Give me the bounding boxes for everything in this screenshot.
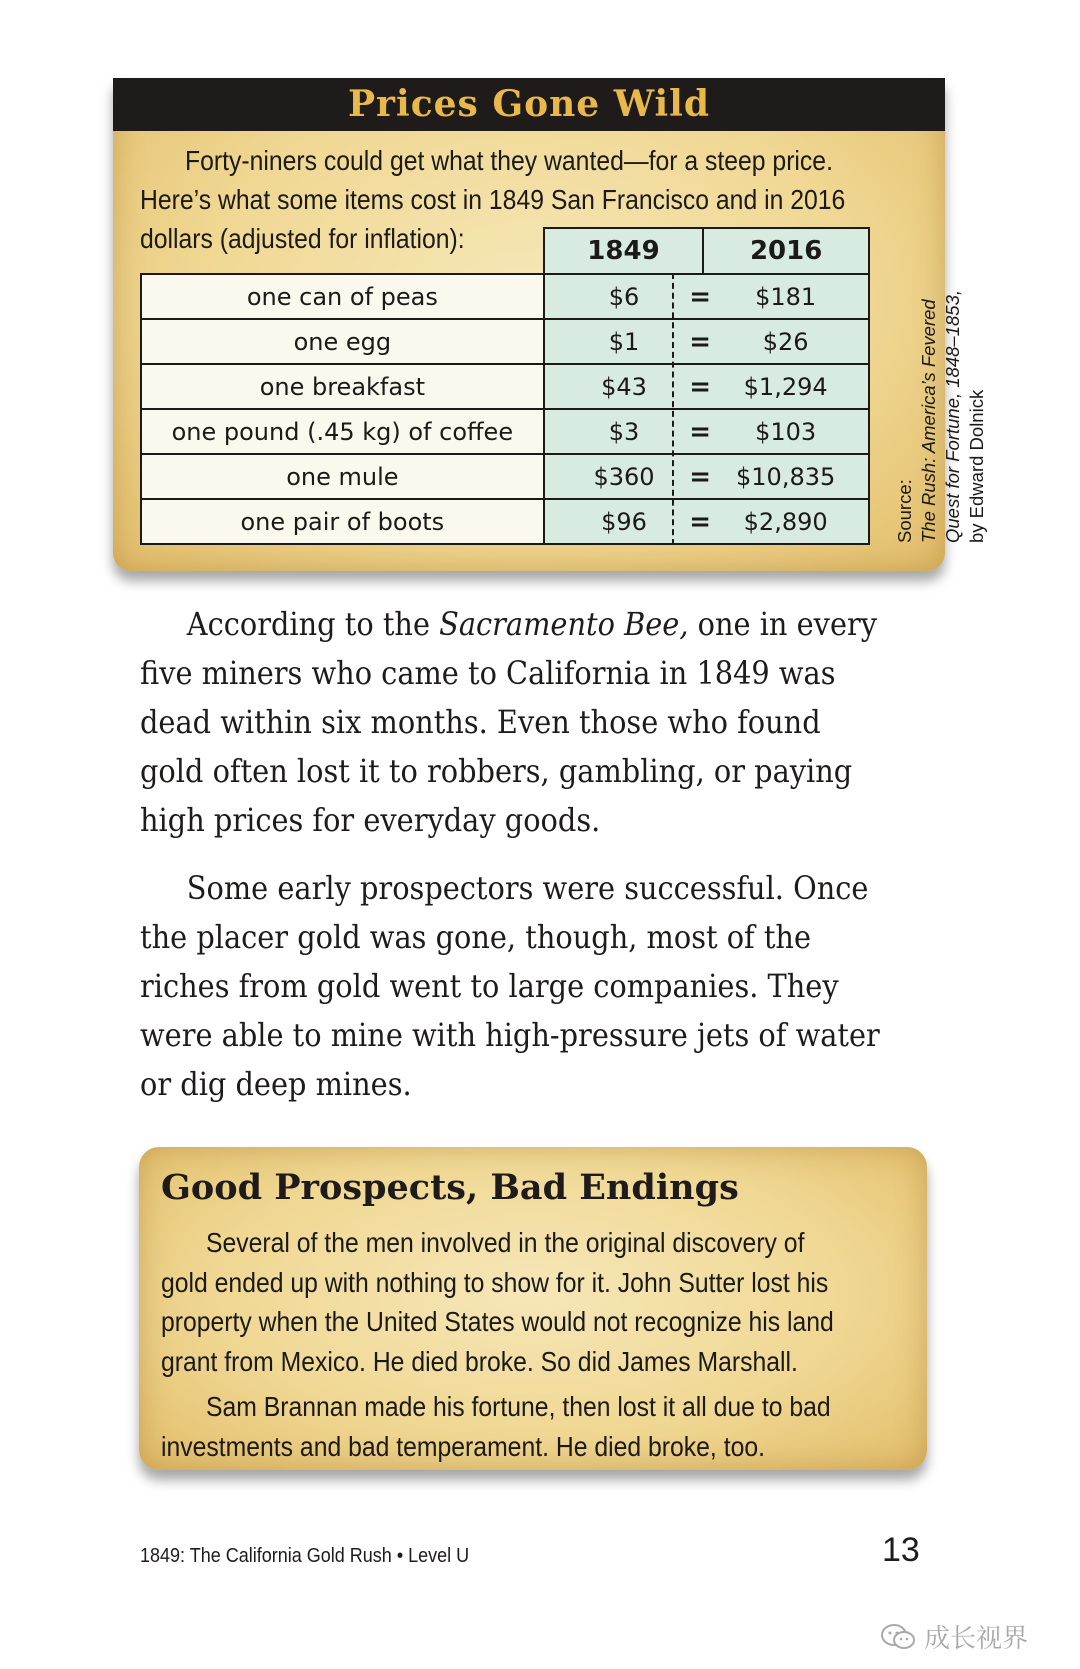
price-2016-value: $10,835 [736, 462, 836, 491]
header-blank-cell [141, 228, 544, 274]
body-text [140, 600, 920, 1128]
price-2016-cell [689, 319, 869, 364]
header-1849: 1849 [544, 228, 704, 274]
source-citation [893, 143, 987, 543]
text-run: According to the [186, 605, 440, 643]
body-line: Some early prospectors were successful. Once [186, 869, 869, 907]
item-cell: one breakfast [141, 364, 544, 409]
table-row [141, 409, 869, 454]
prices-title: Prices Gone Wild [113, 78, 945, 131]
source-prefix: Source: [894, 479, 915, 543]
text-run: one in every [688, 605, 878, 643]
prospects-line: investments and bad temperament. He died broke, too. [161, 1430, 765, 1462]
body-line: gold often lost it to robbers, gambling, or paying [140, 752, 853, 790]
footer-book-title: 1849: The California Gold Rush • Level U [140, 1545, 470, 1567]
price-2016-cell [689, 364, 869, 409]
intro-line: Forty-niners could get what they wanted—for a steep price. [185, 145, 833, 176]
intro-line: dollars (adjusted for inflation): [140, 223, 465, 254]
price-2016-value: $26 [762, 327, 809, 356]
item-cell: one mule [141, 454, 544, 499]
prospects-paragraph [161, 1387, 935, 1466]
body-line: the placer gold was gone, though, most of the [140, 918, 812, 956]
body-line: high prices for everyday goods. [140, 801, 601, 839]
equals-icon: = [689, 461, 712, 492]
body-paragraph [140, 600, 920, 845]
price-2016-value: $2,890 [743, 507, 828, 536]
body-line: dead within six months. Even those who found [140, 703, 821, 741]
wechat-icon [880, 1623, 916, 1651]
prices-sidebar [113, 78, 987, 571]
body-line: or dig deep mines. [140, 1065, 412, 1103]
table-row [141, 274, 869, 319]
item-cell: one pound (.45 kg) of coffee [141, 409, 544, 454]
source-line-2 [941, 143, 989, 543]
intro-line: Here’s what some items cost in 1849 San Francisco and in 2016 [140, 184, 846, 215]
item-cell: one egg [141, 319, 544, 364]
table-row [141, 454, 869, 499]
body-line [140, 600, 878, 649]
body-line: riches from gold went to large companies. They [140, 967, 839, 1005]
equals-icon: = [689, 326, 712, 357]
equals-icon: = [689, 416, 712, 447]
price-table [140, 227, 870, 545]
price-1849-cell: $96 [544, 499, 704, 544]
price-2016-value: $181 [755, 282, 817, 311]
price-2016-cell [689, 274, 869, 319]
source-title-part1: The Rush: America’s Fevered [918, 299, 939, 543]
equals-icon: = [689, 506, 712, 537]
body-line: five miners who came to California in 1849 was [140, 654, 836, 692]
table-row [141, 499, 869, 544]
price-2016-cell [689, 409, 869, 454]
table-header-row [141, 228, 869, 274]
price-2016-value: $1,294 [743, 372, 828, 401]
item-cell: one can of peas [141, 274, 544, 319]
prospects-line: property when the United States would not recognize his land [161, 1306, 834, 1337]
source-author: by Edward Dolnick [966, 389, 987, 543]
table-row [141, 364, 869, 409]
page-number: 13 [882, 1531, 920, 1569]
publication-name: Sacramento Bee, [439, 605, 689, 643]
price-2016-value: $103 [755, 417, 817, 446]
source-line-1 [893, 143, 941, 543]
price-1849-cell: $6 [544, 274, 704, 319]
watermark-text: 成长视界 [924, 1624, 1029, 1654]
watermark [880, 1618, 1028, 1655]
price-2016-cell [689, 499, 869, 544]
body-line: were able to mine with high-pressure jets of water [140, 1016, 880, 1054]
item-cell: one pair of boots [141, 499, 544, 544]
equals-icon: = [689, 281, 712, 312]
prospects-line: grant from Mexico. He died broke. So did James Marshall. [161, 1345, 798, 1377]
equals-icon: = [689, 371, 712, 402]
prospects-paragraph [161, 1223, 935, 1381]
table-row [141, 319, 869, 364]
price-1849-cell: $1 [544, 319, 704, 364]
prospects-line: Sam Brannan made his fortune, then lost it all due to bad [206, 1391, 831, 1422]
body-paragraph [140, 864, 920, 1109]
prospects-title: Good Prospects, Bad Endings [161, 1167, 739, 1208]
price-1849-cell: $3 [544, 409, 704, 454]
prospects-text [161, 1223, 935, 1472]
price-1849-cell: $360 [544, 454, 704, 499]
prospects-line: gold ended up with nothing to show for it. John Sutter lost his [161, 1266, 829, 1298]
prospects-line: Several of the men involved in the original discovery of [206, 1227, 805, 1258]
source-title-part2: Quest for Fortune, 1848–1853, [942, 289, 963, 543]
prospects-sidebar [139, 1147, 927, 1470]
price-2016-cell [689, 454, 869, 499]
header-2016: 2016 [703, 228, 869, 274]
price-1849-cell: $43 [544, 364, 704, 409]
